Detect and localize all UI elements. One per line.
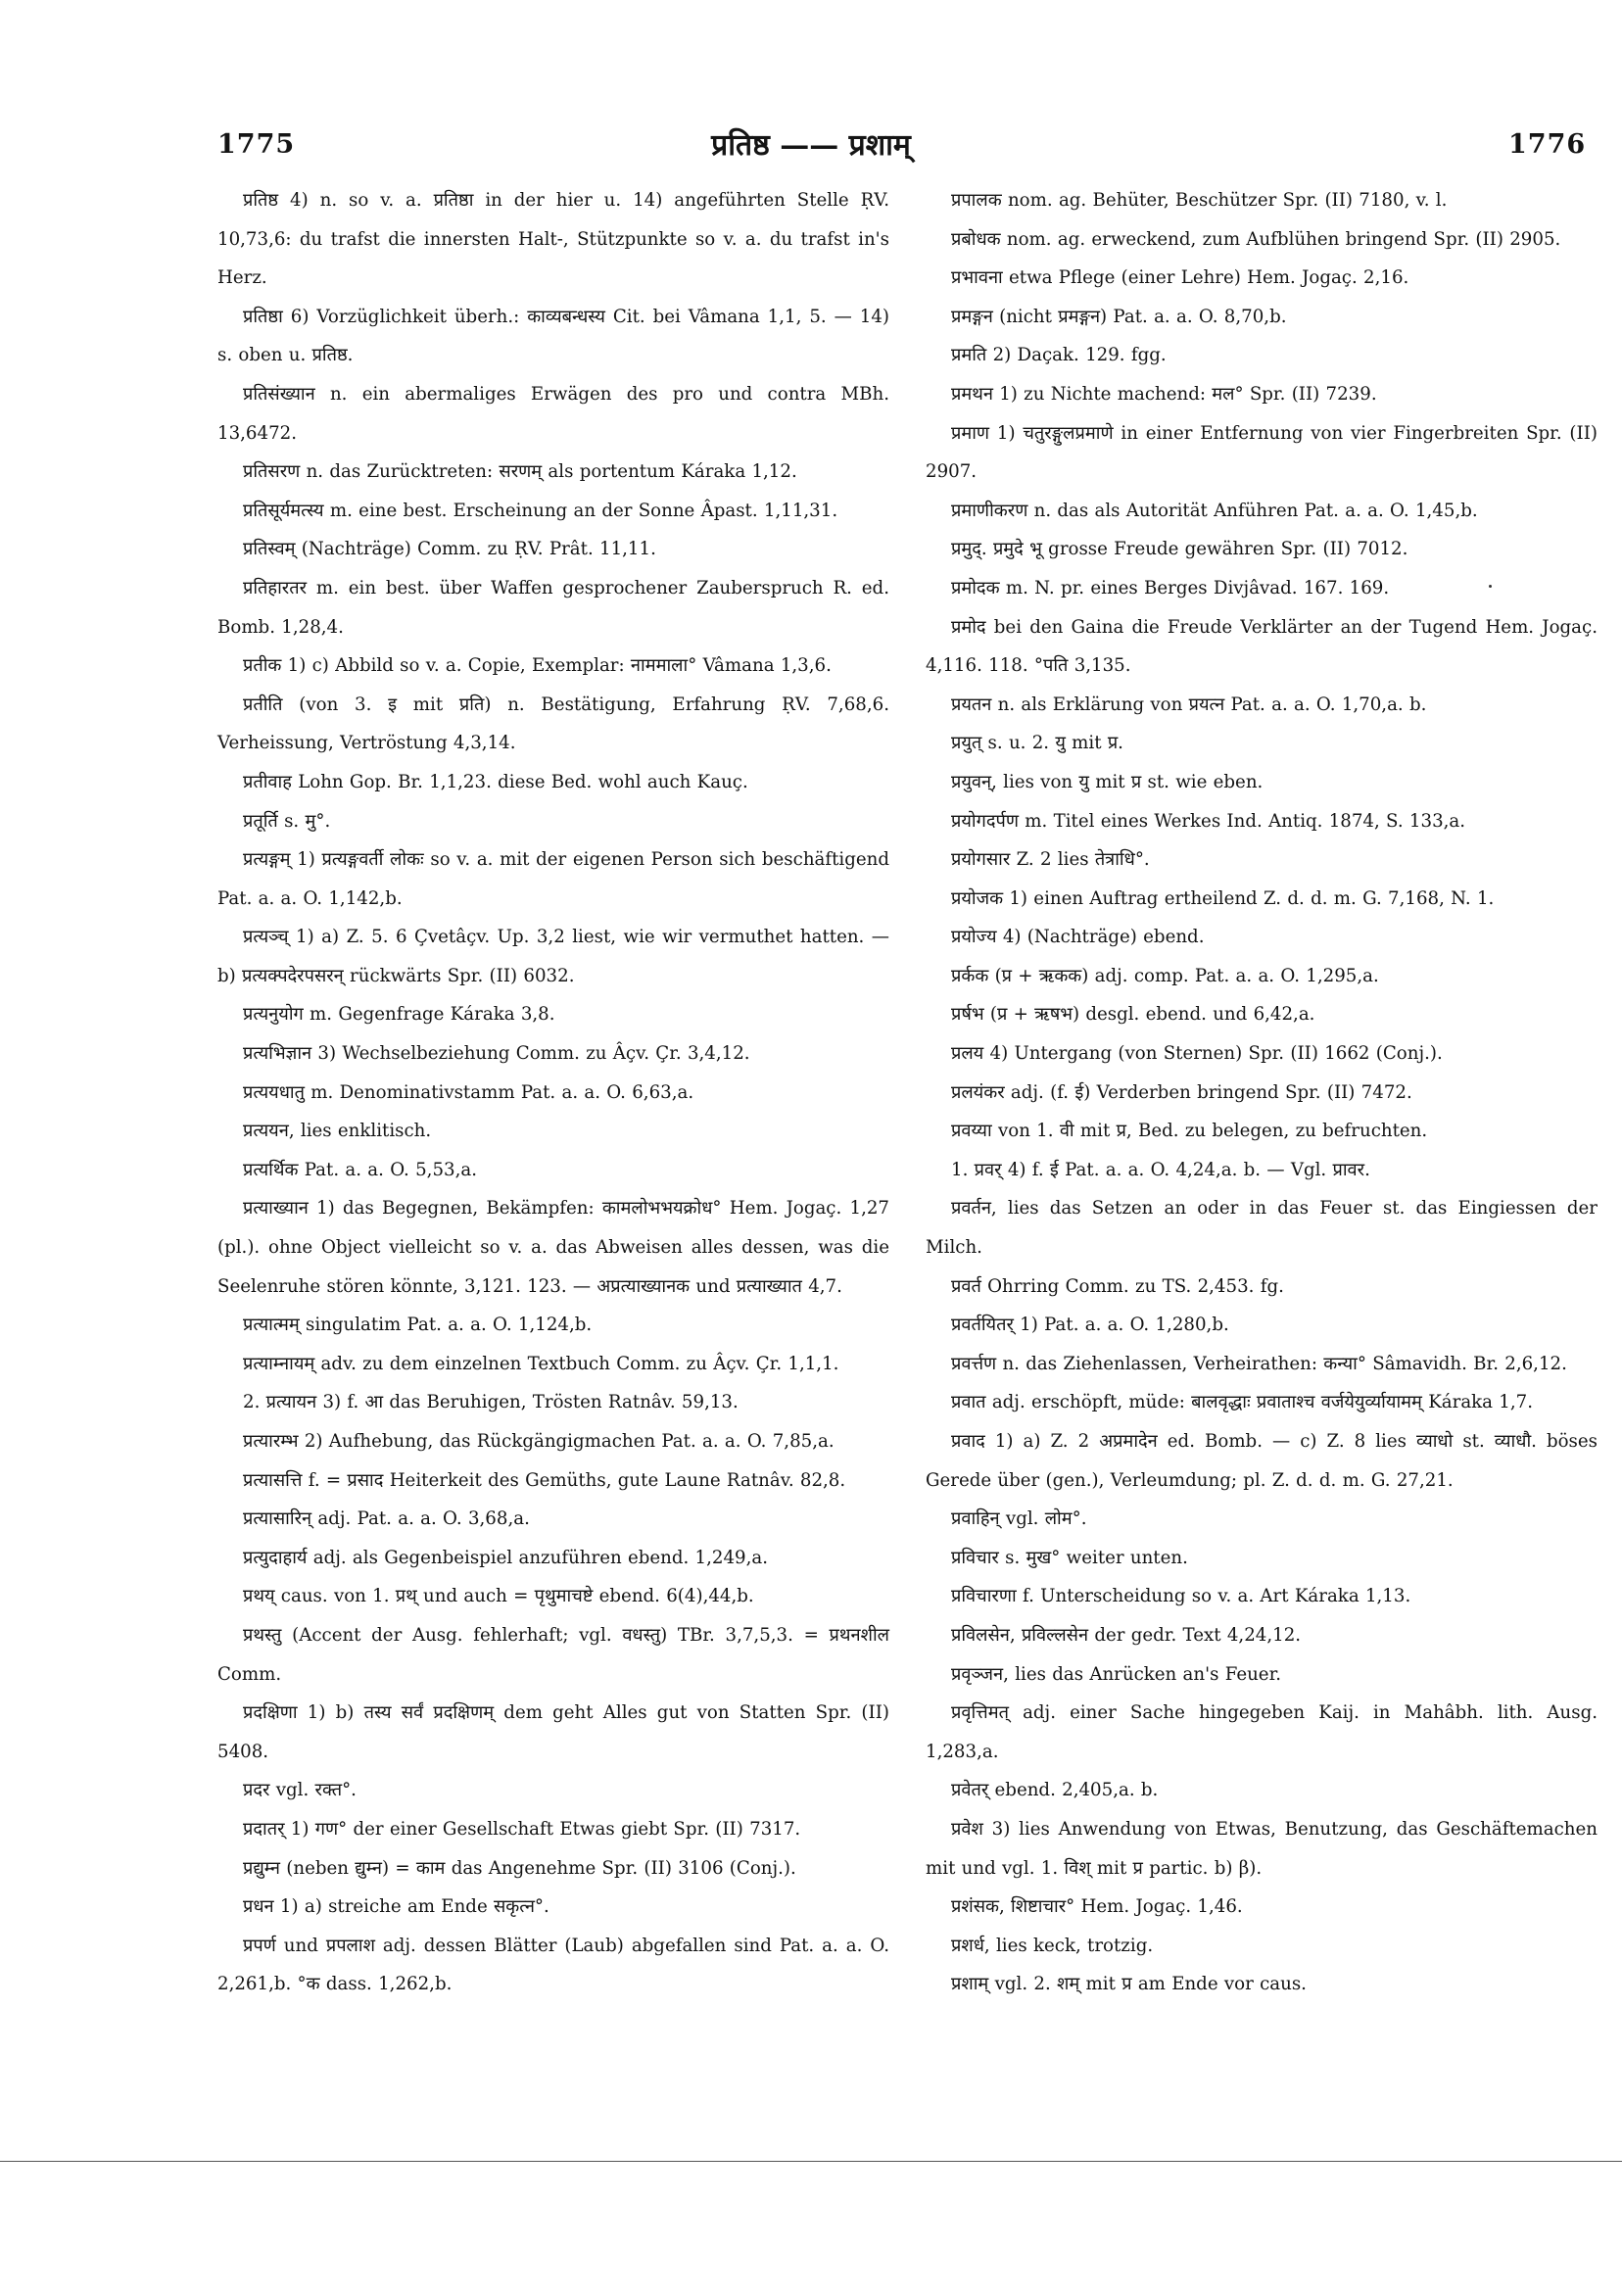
dictionary-entry: प्रवर्त्तण n. das Ziehenlassen, Verheirathen: कन्या° Sâmavidh. Br. 2,6,12.	[951, 1353, 1567, 1374]
left-column	[217, 181, 889, 2004]
dictionary-entry: प्रविलसेन, प्रविल्लसेन der gedr. Text 4,24,12.	[951, 1624, 1302, 1646]
page-number-left: 1775	[217, 129, 296, 160]
dictionary-entry: 1. प्रवर् 4) f. ई Pat. a. a. O. 4,24,a. b. — Vgl. प्रावर.	[951, 1159, 1370, 1180]
dictionary-entry: प्रत्यञ्च् 1) a) Z. 5. 6 Çvetâçv. Up. 3,2 liest, wie wir vermuthet hatten. — b) प्रत्यक्पदेरपसरन् rückwärts Spr. (II) 6032.	[217, 927, 889, 986]
dictionary-entry: प्रतीति (von 3. इ mit प्रति) n. Bestätigung, Erfahrung ṚV. 7,68,6. Verheissung, Vertröstung 4,3,14.	[217, 694, 889, 754]
dictionary-entry: प्रवृत्तिमत् adj. einer Sache hingegeben Kaij. in Mahâbh. lith. Ausg. 1,283,a.	[926, 1702, 1598, 1762]
dictionary-entry: प्रयोज्य 4) (Nachträge) ebend.	[951, 927, 1205, 948]
dictionary-entry: प्रवर्तयितर् 1) Pat. a. a. O. 1,280,b.	[951, 1315, 1229, 1336]
dictionary-entry: प्रविचारणा f. Unterscheidung so v. a. Art Káraka 1,13.	[951, 1586, 1411, 1607]
dictionary-entry: प्रमथन 1) zu Nichte machend: मल° Spr. (II) 7239.	[951, 383, 1377, 405]
dictionary-entry: प्रयोगदर्पण m. Titel eines Werkes Ind. Antiq. 1874, S. 133,a.	[951, 810, 1466, 832]
dictionary-entry: प्रतिसंख्यान n. ein abermaliges Erwägen des pro und contra MBh. 13,6472.	[217, 383, 889, 444]
dictionary-entry: प्रयुवन्, lies von यु mit प्र st. wie eben.	[951, 771, 1264, 792]
dictionary-entry: प्रवृञ्जन, lies das Anrücken an's Feuer.	[951, 1663, 1282, 1685]
dictionary-entry: प्रमाण 1) चतुरङ्गुलप्रमाणे in einer Entfernung von vier Fingerbreiten Spr. (II) 2907.	[926, 422, 1598, 483]
dictionary-entry: प्रलय 4) Untergang (von Sternen) Spr. (II) 1662 (Conj.).	[951, 1043, 1443, 1065]
dictionary-entry: प्रशर्ध, lies keck, trotzig.	[951, 1935, 1154, 1956]
dictionary-entry: प्रविचार s. मुख° weiter unten.	[951, 1547, 1188, 1568]
dictionary-entry: प्रवेश 3) lies Anwendung von Etwas, Benutzung, das Geschäftemachen mit und vgl. 1. विश् mit प्र partic. b) β).	[926, 1818, 1598, 1879]
dictionary-entry: प्रपर्ण und प्रपलाश adj. dessen Blätter (Laub) abgefallen sind Pat. a. a. O. 2,261,b. °क dass. 1,262,b.	[217, 1935, 889, 1995]
dictionary-entry: प्रमोदक m. N. pr. eines Berges Divjâvad. 167. 169.	[951, 577, 1390, 598]
dictionary-entry: प्रमोद bei den Gaina die Freude Verklärter an der Tugend Hem. Jogaç. 4,116. 118. °पति 3,135.	[926, 616, 1598, 677]
dictionary-entry: प्रत्यासारिन् adj. Pat. a. a. O. 3,68,a.	[243, 1508, 530, 1530]
dictionary-entry: प्रबोधक nom. ag. erweckend, zum Aufblühen bringend Spr. (II) 2905.	[951, 228, 1561, 250]
bottom-rule	[0, 2161, 1622, 2162]
dictionary-entry: प्रवाहिन् vgl. लोम°.	[951, 1508, 1087, 1530]
dictionary-entry: प्रवेतर् ebend. 2,405,a. b.	[951, 1780, 1159, 1801]
dictionary-entry: प्रयुत् s. u. 2. यु mit प्र.	[951, 733, 1123, 754]
dictionary-entry: प्रतिष्ठ 4) n. so v. a. प्रतिष्ठा in der hier u. 14) angeführten Stelle ṚV. 10,73,6: du trafst die innersten Halt-, Stützpunkte so v. a. du trafst in's Herz.	[217, 190, 889, 289]
dictionary-entry: प्रत्यभिज्ञान 3) Wechselbeziehung Comm. zu Âçv. Çr. 3,4,12.	[243, 1043, 750, 1065]
dictionary-entry: प्रधन 1) a) streiche am Ende सकृत्न°.	[243, 1896, 549, 1918]
dictionary-entry: प्रथस्तु (Accent der Ausg. fehlerhaft; vgl. वधस्तु) TBr. 3,7,5,3. = प्रथनशील Comm.	[217, 1624, 889, 1685]
dictionary-entry: प्रतिहारतर m. ein best. über Waffen gesprochener Zauberspruch R. ed. Bomb. 1,28,4.	[217, 577, 889, 638]
dictionary-entry: प्रद्युम्न (neben द्युम्न) = काम das Angenehme Spr. (II) 3106 (Conj.).	[243, 1857, 796, 1879]
dictionary-entry: प्रत्ययधातु m. Denominativstamm Pat. a. a. O. 6,63,a.	[243, 1081, 694, 1103]
dictionary-entry: प्रत्यर्थिक Pat. a. a. O. 5,53,a.	[243, 1159, 478, 1180]
dictionary-entry: प्रमाणीकरण n. das als Autorität Anführen Pat. a. a. O. 1,45,b.	[951, 500, 1478, 521]
dictionary-entry: प्रदातर् 1) गण° der einer Gesellschaft Etwas giebt Spr. (II) 7317.	[243, 1818, 801, 1840]
dictionary-entry: प्रत्याख्यान 1) das Begegnen, Bekämpfen: कामलोभभयक्रोध° Hem. Jogaç. 1,27 (pl.). ohne Object vielleicht so v. a. das Abweisen alles dessen, was die Seelenruhe stören könnte, 3,121. 123. — अप्रत्याख्यानक und प्रत्याख्यात 4,7.	[217, 1198, 889, 1297]
running-header: प्रतिष्ठ —— प्रशाम्	[711, 128, 911, 163]
dictionary-entry: प्रत्यासत्ति f. = प्रसाद Heiterkeit des Gemüths, gute Laune Ratnâv. 82,8.	[243, 1469, 846, 1491]
dictionary-entry: प्रतूर्ति s. मु°.	[243, 810, 331, 832]
dictionary-entry: प्रदर vgl. रक्त°.	[243, 1780, 357, 1801]
dictionary-entry: प्रतिस्वम् (Nachträge) Comm. zu ṚV. Prât. 11,11.	[243, 539, 656, 560]
dictionary-entry: प्रत्यात्मम् singulatim Pat. a. a. O. 1,124,b.	[243, 1315, 593, 1336]
dictionary-entry: प्रत्ययन, lies enklitisch.	[243, 1121, 432, 1142]
dictionary-entry: प्रवय्या von 1. वी mit प्र, Bed. zu belegen, zu befruchten.	[951, 1121, 1428, 1142]
dictionary-entry: प्रपालक nom. ag. Behüter, Beschützer Spr. (II) 7180, v. l.	[951, 190, 1448, 211]
dictionary-entry: प्रयतन n. als Erklärung von प्रयत्न Pat. a. a. O. 1,70,a. b.	[951, 694, 1427, 715]
dictionary-entry: प्रवर्तन, lies das Setzen an oder in das Feuer st. das Eingiessen der Milch.	[926, 1198, 1598, 1259]
dictionary-entry: प्रवात adj. erschöpft, müde: बालवृद्धाः प्रवाताश्च वर्जयेयुर्व्यायामम् Káraka 1,7.	[951, 1392, 1534, 1413]
dictionary-entry: प्रभावना etwa Pflege (einer Lehre) Hem. Jogaç. 2,16.	[951, 267, 1409, 289]
dictionary-entry: प्रदक्षिणा 1) b) तस्य सर्वं प्रदक्षिणम् dem geht Alles gut von Statten Spr. (II) 5408.	[217, 1702, 889, 1762]
dictionary-entry: प्रयोगसार Z. 2 lies तेत्राधि°.	[951, 849, 1150, 871]
dictionary-entry: प्रमङ्गन (nicht प्रमङ्गन) Pat. a. a. O. 8,70,b.	[951, 306, 1287, 327]
dictionary-entry: प्रवाद 1) a) Z. 2 अप्रमादेन ed. Bomb. — c) Z. 8 lies व्याधो st. व्याधौ. böses Gerede über (gen.), Verleumdung; pl. Z. d. d. m. G. 27,21.	[926, 1431, 1598, 1491]
page-number-right: 1776	[1508, 129, 1587, 160]
dictionary-entry: प्रमति 2) Daçak. 129. fgg.	[951, 345, 1167, 366]
dictionary-entry: प्रवर्त Ohrring Comm. zu TS. 2,453. fg.	[951, 1275, 1284, 1297]
print-speck	[1489, 585, 1492, 588]
dictionary-entry: प्रर्षभ (प्र + ऋषभ) desgl. ebend. und 6,42,a.	[951, 1004, 1315, 1026]
dictionary-entry: प्रतीक 1) c) Abbild so v. a. Copie, Exemplar: नाममाला° Vâmana 1,3,6.	[243, 655, 832, 677]
right-column	[926, 181, 1598, 2004]
dictionary-entry: प्रत्यङ्गम् 1) प्रत्यङ्गवर्ती लोकः so v. a. mit der eigenen Person sich beschäftigend Pat. a. a. O. 1,142,b.	[217, 849, 889, 909]
dictionary-entry: प्रतिसरण n. das Zurücktreten: सरणम् als portentum Káraka 1,12.	[243, 461, 797, 483]
dictionary-entry: प्रत्युदाहार्य adj. als Gegenbeispiel anzuführen ebend. 1,249,a.	[243, 1547, 769, 1568]
dictionary-entry: प्रतिष्ठा 6) Vorzüglichkeit überh.: काव्यबन्धस्य Cit. bei Vâmana 1,1, 5. — 14) s. oben u. प्रतिष्ठ.	[217, 306, 889, 366]
dictionary-entry: प्रलयंकर adj. (f. ई) Verderben bringend Spr. (II) 7472.	[951, 1081, 1412, 1103]
dictionary-entry: प्रत्याम्नायम् adv. zu dem einzelnen Textbuch Comm. zu Âçv. Çr. 1,1,1.	[243, 1353, 839, 1374]
dictionary-entry: प्रत्यारम्भ 2) Aufhebung, das Rückgängigmachen Pat. a. a. O. 7,85,a.	[243, 1431, 835, 1452]
dictionary-entry: प्रयोजक 1) einen Auftrag ertheilend Z. d. d. m. G. 7,168, N. 1.	[951, 887, 1495, 909]
dictionary-entry: प्रशाम् vgl. 2. शम् mit प्र am Ende vor caus.	[951, 1974, 1307, 1995]
dictionary-entry: प्रशंसक, शिष्टाचार° Hem. Jogaç. 1,46.	[951, 1896, 1243, 1918]
dictionary-entry: प्रतीवाह Lohn Gop. Br. 1,1,23. diese Bed. wohl auch Kauç.	[243, 771, 748, 792]
dictionary-entry: प्रर्कक (प्र + ऋकक) adj. comp. Pat. a. a. O. 1,295,a.	[951, 965, 1379, 986]
dictionary-entry: प्रमुद्. प्रमुदे भू grosse Freude gewähren Spr. (II) 7012.	[951, 539, 1408, 560]
dictionary-entry: 2. प्रत्यायन 3) f. आ das Beruhigen, Trösten Ratnâv. 59,13.	[243, 1392, 739, 1413]
dictionary-entry: प्रत्यनुयोग m. Gegenfrage Káraka 3,8.	[243, 1004, 555, 1026]
dictionary-entry: प्रतिसूर्यमत्स्य m. eine best. Erscheinung an der Sonne Âpast. 1,11,31.	[243, 500, 838, 521]
dictionary-entry: प्रथय् caus. von 1. प्रथ् und auch = पृथुमाचष्टे ebend. 6(4),44,b.	[243, 1586, 754, 1607]
